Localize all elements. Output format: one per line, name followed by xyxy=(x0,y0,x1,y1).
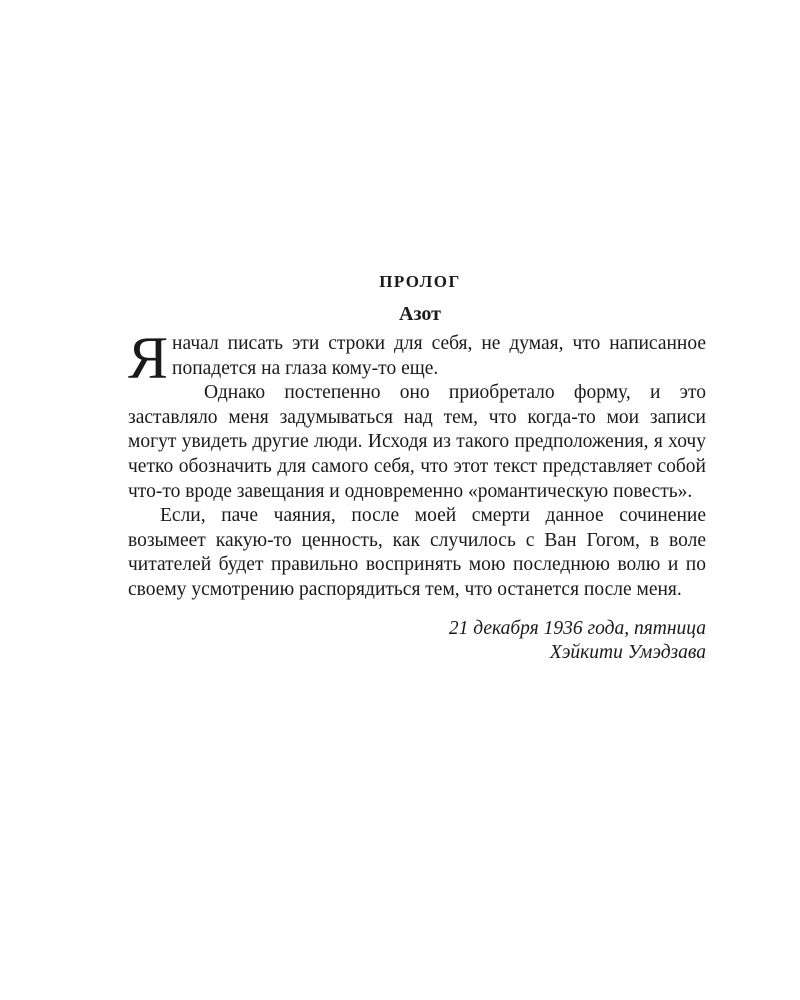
paragraph-3: Если, паче чаяния, после моей смерти данное сочинение возымеет какую-то ценность, как случилось с Ван Гогом, в воле читателей будет правильно воспринять мою последнюю волю и по своему усмотрению распорядиться тем, что останется после меня. xyxy=(128,505,706,600)
drop-cap: Я xyxy=(128,325,169,391)
signature xyxy=(128,617,706,666)
body-text xyxy=(128,325,706,603)
signature-author: Хэйкити Умэдзава xyxy=(549,642,706,664)
paragraph-1-text: начал писать эти строки для себя, не думая, что написанное попадется на глаза кому-то еще. xyxy=(172,333,706,379)
paragraph-2: Однако постепенно оно приобретало форму, и это заставляло меня задумываться над тем, что когда-то мои записи могут увидеть другие люди. Исходя из такого предположения, я хочу четко обозначить для самого себя, что этот текст представляет собой что-то вроде завещания и одновременно «романтическую повесть». xyxy=(128,382,706,502)
paragraph-1 xyxy=(128,325,706,391)
chapter-label: ПРОЛОГ xyxy=(379,272,461,291)
chapter-title: Азот xyxy=(399,303,441,325)
page xyxy=(128,268,706,666)
signature-date: 21 декабря 1936 года, пятница xyxy=(448,617,706,639)
